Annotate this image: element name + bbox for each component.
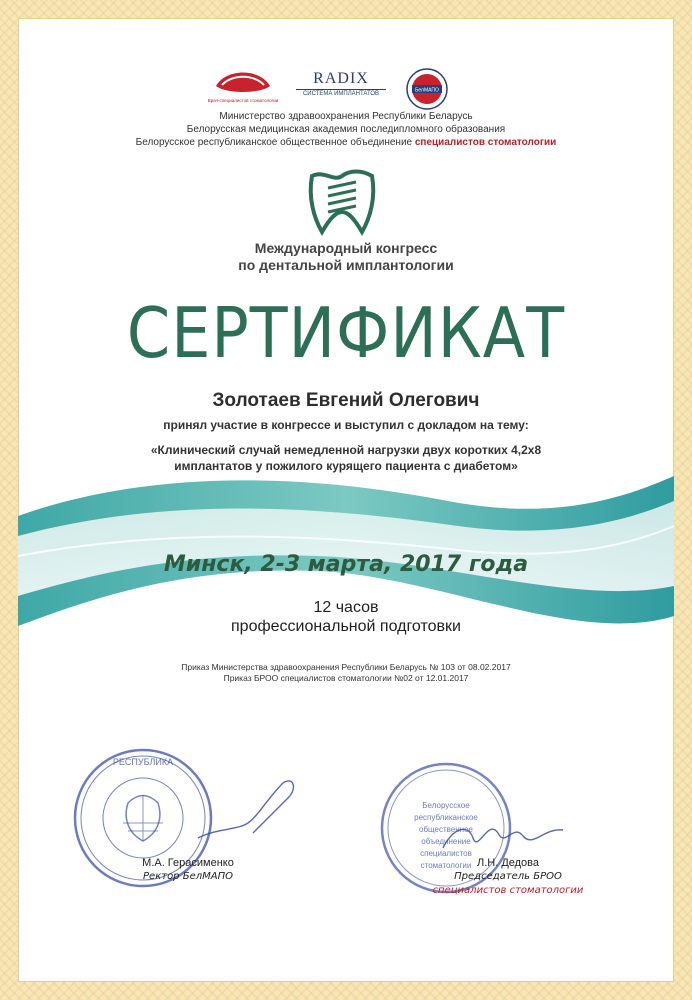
- org-line-2: Белорусская медицинская академия последипломного образования: [186, 124, 506, 135]
- hours-line-2: профессиональной подготовки: [231, 618, 461, 635]
- hours-line-1: 12 часов: [313, 599, 379, 616]
- signatory-left-role: Ректор БелМАПО: [143, 871, 233, 882]
- signature-left: [188, 768, 318, 858]
- belmapo-logo: [406, 68, 448, 110]
- certificate-sheet: [18, 18, 674, 982]
- org-line-3-highlight: специалистов стоматологии: [414, 137, 557, 148]
- congress-line-1: Международный конгресс: [254, 240, 438, 256]
- svg-text:стоматологии: стоматологии: [420, 861, 472, 870]
- logo1-text: Врач-специалистов стоматологии: [208, 98, 278, 103]
- org-line-3-prefix: Белорусское республиканское общественное объединение: [135, 137, 413, 148]
- event-place-date: Минск, 2-3 марта, 2017 года: [163, 552, 529, 577]
- topic-line-2: имплантатов у пожилого курящего пациента с диабетом»: [174, 459, 518, 473]
- signatory-right: [420, 856, 593, 898]
- congress-title: [18, 240, 674, 274]
- organizations-block: [18, 110, 674, 149]
- svg-text:республиканское: республиканское: [414, 813, 478, 822]
- tooth-icon: [304, 168, 380, 238]
- signatory-left: [118, 856, 258, 884]
- order-line-2: Приказ БРОО специалистов стоматологии №02 от 12.01.2017: [223, 673, 469, 683]
- topic-line-1: «Клинический случай немедленной нагрузки двух коротких 4,2х8: [150, 443, 542, 457]
- svg-text:объединение: объединение: [421, 837, 471, 846]
- svg-text:специалистов: специалистов: [420, 849, 472, 858]
- org-line-1: Министерство здравоохранения Республики Беларусь: [219, 111, 473, 122]
- svg-text:общественное: общественное: [419, 825, 473, 834]
- dental-association-logo: [208, 64, 278, 112]
- report-topic: [78, 442, 614, 474]
- hours-block: [18, 598, 674, 636]
- seal-left-text: РЕСПУБЛИКА: [112, 757, 174, 767]
- signatory-right-name: Л.Н. Дедова: [476, 857, 540, 869]
- signatory-right-role-highlight: специалистов стоматологии: [432, 885, 584, 896]
- participation-text: принял участие в конгрессе и выступил с докладом на тему:: [163, 418, 529, 432]
- logo3-text: БелМАПО: [415, 87, 439, 94]
- orders-block: [18, 662, 674, 684]
- signatory-right-role: Председатель БРОО: [454, 871, 562, 882]
- radix-name: RADIX: [313, 70, 369, 87]
- radix-logo: [296, 70, 386, 106]
- org-line-3: [18, 136, 674, 149]
- signatory-left-name: М.А. Герасименко: [142, 857, 234, 869]
- radix-subtitle: СИСТЕМА ИМПЛАНТАТОВ: [296, 89, 386, 97]
- certificate-title: СЕРТИФИКАТ: [126, 292, 566, 374]
- congress-line-2: по дентальной имплантологии: [238, 257, 454, 273]
- order-line-1: Приказ Министерства здравоохранения Республики Беларусь № 103 от 08.02.2017: [181, 662, 511, 672]
- logo-row: [18, 64, 674, 114]
- recipient-name: Золотаев Евгений Олегович: [212, 390, 480, 411]
- svg-text:Белорусское: Белорусское: [422, 801, 470, 810]
